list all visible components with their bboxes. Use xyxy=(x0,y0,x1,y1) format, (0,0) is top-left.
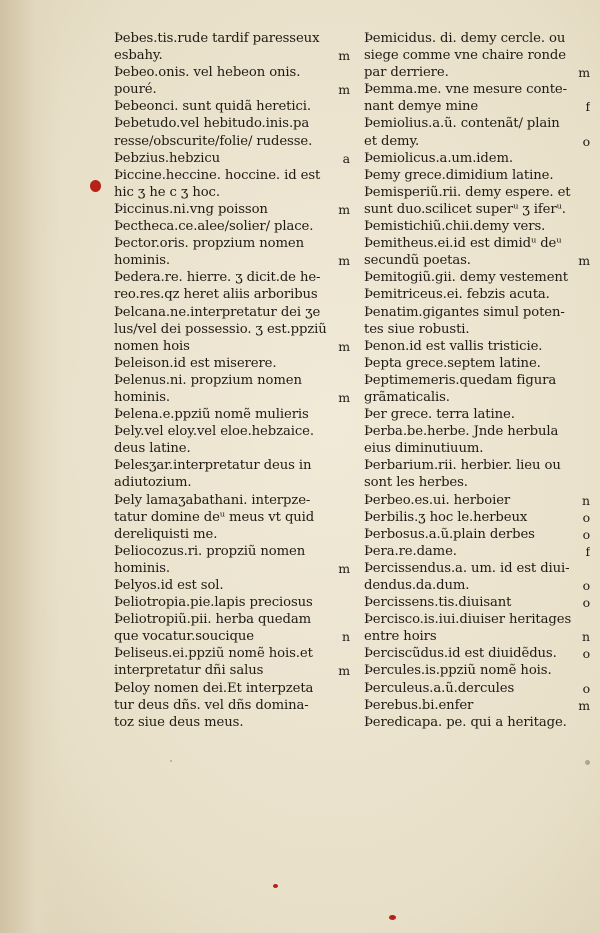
paper-speck xyxy=(585,760,590,765)
text-line xyxy=(364,98,590,115)
text-line xyxy=(114,338,350,355)
text-line xyxy=(364,269,590,286)
line-text: Þemitriceus.ei. febzis acuta. xyxy=(364,287,550,303)
text-line xyxy=(364,372,590,389)
text-line xyxy=(364,81,590,98)
text-line xyxy=(114,680,350,697)
line-text: Þebeo.onis. vel hebeon onis. xyxy=(114,65,301,81)
gender-mark: m xyxy=(578,697,590,713)
text-line xyxy=(114,184,350,201)
text-line xyxy=(114,201,350,218)
text-line xyxy=(364,543,590,560)
text-line xyxy=(114,526,350,543)
gender-mark: m xyxy=(338,201,350,217)
line-text: Þerculeus.a.ũ.dercules xyxy=(364,680,515,696)
right-column xyxy=(364,30,590,731)
line-text: Þely.vel eloy.vel eloe.hebzaice. xyxy=(114,424,314,440)
text-line xyxy=(364,30,590,47)
text-line xyxy=(114,543,350,560)
line-text: reo.res.qz heret aliis arboribus xyxy=(114,287,318,303)
text-line xyxy=(364,611,590,628)
text-line xyxy=(364,321,590,338)
line-text: nomen hois xyxy=(114,338,190,354)
gender-mark: f xyxy=(585,543,590,559)
line-text: Þercissendus.a. um. id est diui- xyxy=(364,560,570,576)
line-text: interpretatur dñi salus xyxy=(114,663,264,679)
line-text: Þeleison.id est miserere. xyxy=(114,355,277,371)
line-text: Þeliseus.ei.ppziũ nomẽ hois.et xyxy=(114,646,313,662)
text-line xyxy=(114,321,350,338)
red-ink-speck xyxy=(389,915,396,920)
gender-mark: o xyxy=(582,509,590,525)
text-line xyxy=(114,235,350,252)
text-line xyxy=(364,389,590,406)
line-text: Þemisperiũ.rii. demy espere. et xyxy=(364,184,571,200)
line-text: adiutozium. xyxy=(114,475,192,491)
text-line xyxy=(114,355,350,372)
text-line xyxy=(114,133,350,150)
text-line xyxy=(364,474,590,491)
text-line xyxy=(364,526,590,543)
line-text: Þercissens.tis.diuisant xyxy=(364,595,512,611)
line-text: Þectheca.ce.alee/solier/ place. xyxy=(114,219,314,235)
line-text: esbahy. xyxy=(114,48,163,64)
line-text: Þedera.re. hierre. ʒ dicit.de he- xyxy=(114,270,321,286)
line-text: et demy. xyxy=(364,133,420,149)
text-line xyxy=(114,492,350,509)
text-line xyxy=(114,304,350,321)
gender-mark: o xyxy=(582,595,590,611)
gender-mark: m xyxy=(338,48,350,64)
text-line xyxy=(114,30,350,47)
line-text: hic ʒ he c ʒ hoc. xyxy=(114,184,220,200)
text-line xyxy=(114,560,350,577)
line-text: Þemitheus.ei.id est dimidᵘ deᵘ xyxy=(364,236,562,252)
line-text: tur deus dñs. vel dñs domina- xyxy=(114,697,309,713)
line-text: dereliquisti me. xyxy=(114,526,218,542)
line-text: Þelesʒar.interpretatur deus in xyxy=(114,458,312,474)
line-text: Þer grece. terra latine. xyxy=(364,407,515,423)
line-text: sont les herbes. xyxy=(364,475,468,491)
line-text: sunt duo.scilicet superᵘ ʒ iferᵘ. xyxy=(364,201,566,217)
text-line xyxy=(114,286,350,303)
gender-mark: o xyxy=(582,133,590,149)
text-line xyxy=(114,645,350,662)
line-text: Þector.oris. propzium nomen xyxy=(114,236,305,252)
line-text: nant demye mine xyxy=(364,99,479,115)
line-text: Þemitogiũ.gii. demy vestement xyxy=(364,270,569,286)
line-text: Þenon.id est vallis tristicie. xyxy=(364,338,543,354)
text-line xyxy=(364,560,590,577)
line-text: dendus.da.dum. xyxy=(364,578,470,593)
line-text: Þebzius.hebzicu xyxy=(114,150,221,166)
page-gutter xyxy=(0,0,60,933)
line-text: Þera.re.dame. xyxy=(364,543,457,559)
text-line xyxy=(364,64,590,81)
line-text: Þemiolius.a.ũ. contenãt/ plain xyxy=(364,116,560,132)
line-text: Þepta grece.septem latine. xyxy=(364,355,541,371)
line-text: Þerbilis.ʒ hoc le.herbeux xyxy=(364,509,528,525)
gender-mark: m xyxy=(578,253,590,269)
line-text: Þelena.e.ppziũ nomẽ mulieris xyxy=(114,407,309,423)
text-line xyxy=(114,167,350,184)
text-line xyxy=(114,714,350,731)
line-text: resse/obscurite/folie/ rudesse. xyxy=(114,133,313,149)
text-line xyxy=(364,338,590,355)
left-column xyxy=(114,30,350,731)
text-line xyxy=(114,389,350,406)
gender-mark: o xyxy=(582,526,590,542)
line-text: secundũ poetas. xyxy=(364,253,471,269)
text-line xyxy=(114,457,350,474)
text-line xyxy=(364,150,590,167)
text-line xyxy=(364,355,590,372)
paper-speck xyxy=(170,760,172,762)
text-line xyxy=(364,594,590,611)
line-text: Þiccinus.ni.vng poisson xyxy=(114,201,268,217)
text-line xyxy=(114,662,350,679)
gender-mark: m xyxy=(338,253,350,269)
gender-mark: n xyxy=(342,629,350,645)
line-text: Þeloy nomen dei.Et interpzeta xyxy=(114,680,314,696)
text-line xyxy=(114,150,350,167)
line-text: hominis. xyxy=(114,560,171,576)
line-text: Þeliotropia.pie.lapis preciosus xyxy=(114,595,313,611)
gender-mark: m xyxy=(338,560,350,576)
text-line xyxy=(114,577,350,594)
line-text: Þerbeo.es.ui. herboier xyxy=(364,492,511,508)
line-text: Þelyos.id est sol. xyxy=(114,578,224,593)
line-text: Þercules.is.ppziũ nomẽ hois. xyxy=(364,663,552,679)
text-line xyxy=(364,167,590,184)
line-text: deus latine. xyxy=(114,441,191,457)
line-text: Þercisco.is.iui.diuiser heritages xyxy=(364,612,572,628)
text-line xyxy=(364,218,590,235)
text-line xyxy=(364,662,590,679)
line-text: Þemistichiũ.chii.demy vers. xyxy=(364,219,546,235)
text-line xyxy=(114,509,350,526)
line-text: Þenatim.gigantes simul poten- xyxy=(364,304,565,320)
text-line xyxy=(364,457,590,474)
line-text: hominis. xyxy=(114,389,171,405)
line-text: que vocatur.soucique xyxy=(114,629,254,645)
line-text: Þebes.tis.rude tardif paresseux xyxy=(114,31,320,46)
text-line xyxy=(364,286,590,303)
line-text: tes siue robusti. xyxy=(364,321,470,337)
line-text: Þemicidus. di. demy cercle. ou xyxy=(364,31,566,46)
text-line xyxy=(114,474,350,491)
text-line xyxy=(114,440,350,457)
line-text: Þemiolicus.a.um.idem. xyxy=(364,150,513,166)
line-text: Þely lamaʒabathani. interpze- xyxy=(114,492,311,508)
line-text: eius diminutiuum. xyxy=(364,441,484,457)
line-text: siege comme vne chaire ronde xyxy=(364,48,566,64)
line-text: grãmaticalis. xyxy=(364,389,450,405)
text-line xyxy=(114,252,350,269)
text-line xyxy=(364,509,590,526)
red-ink-speck xyxy=(273,884,278,888)
line-text: entre hoirs xyxy=(364,629,437,645)
text-line xyxy=(114,594,350,611)
line-text: Þemma.me. vne mesure conte- xyxy=(364,82,567,98)
line-text: Þerba.be.herbe. Jnde herbula xyxy=(364,424,559,440)
line-text: Þebeonci. sunt quidã heretici. xyxy=(114,99,311,115)
line-text: Þerebus.bi.enfer xyxy=(364,697,474,713)
text-line xyxy=(364,235,590,252)
text-line xyxy=(364,115,590,132)
text-line xyxy=(364,252,590,269)
text-line xyxy=(114,81,350,98)
gender-mark: a xyxy=(342,150,350,166)
text-line xyxy=(114,628,350,645)
line-text: Þelcana.ne.interpretatur dei ʒe xyxy=(114,304,321,320)
text-line xyxy=(364,628,590,645)
line-text: Þiccine.heccine. hoccine. id est xyxy=(114,167,321,183)
text-line xyxy=(114,47,350,64)
line-text: pouré. xyxy=(114,82,157,98)
line-text: Þerbarium.rii. herbier. lieu ou xyxy=(364,458,561,474)
text-line xyxy=(114,697,350,714)
line-text: Þeliotropiũ.pii. herba quedam xyxy=(114,612,311,628)
gender-mark: o xyxy=(582,646,590,662)
text-line xyxy=(364,645,590,662)
text-line xyxy=(364,133,590,150)
text-line xyxy=(364,492,590,509)
text-line xyxy=(114,372,350,389)
text-line xyxy=(364,47,590,64)
text-line xyxy=(364,697,590,714)
line-text: Þeredicapa. pe. qui a heritage. xyxy=(364,714,567,730)
text-line xyxy=(114,611,350,628)
gender-mark: f xyxy=(585,99,590,115)
gender-mark: m xyxy=(338,663,350,679)
line-text: tatur domine deᵘ meus vt quid xyxy=(114,509,315,525)
text-line xyxy=(114,64,350,81)
gender-mark: m xyxy=(338,338,350,354)
text-line xyxy=(114,218,350,235)
line-text: hominis. xyxy=(114,253,171,269)
line-text: Þeptimemeris.quedam figura xyxy=(364,372,557,388)
text-line xyxy=(364,714,590,731)
red-ink-blot xyxy=(90,180,101,192)
gender-mark: o xyxy=(582,680,590,696)
text-line xyxy=(364,406,590,423)
line-text: Þerbosus.a.ũ.plain derbes xyxy=(364,526,535,542)
text-line xyxy=(364,680,590,697)
gender-mark: n xyxy=(582,492,590,508)
text-line xyxy=(364,184,590,201)
line-text: Þeliocozus.ri. propziũ nomen xyxy=(114,543,306,559)
text-line xyxy=(364,440,590,457)
line-text: lus/vel dei possessio. ʒ est.ppziũ xyxy=(114,321,327,337)
line-text: toz siue deus meus. xyxy=(114,714,244,730)
gender-mark: m xyxy=(578,65,590,81)
line-text: Þerciscũdus.id est diuidẽdus. xyxy=(364,646,557,662)
gender-mark: o xyxy=(582,578,590,593)
line-text: Þemy grece.dimidium latine. xyxy=(364,167,554,183)
text-line xyxy=(364,304,590,321)
line-text: Þebetudo.vel hebitudo.inis.pa xyxy=(114,116,310,132)
gender-mark: m xyxy=(338,82,350,98)
line-text: par derriere. xyxy=(364,65,449,81)
text-line xyxy=(114,423,350,440)
gender-mark: m xyxy=(338,389,350,405)
text-line xyxy=(114,269,350,286)
text-line xyxy=(114,406,350,423)
text-line xyxy=(114,98,350,115)
gender-mark: n xyxy=(582,629,590,645)
text-line xyxy=(364,577,590,594)
line-text: Þelenus.ni. propzium nomen xyxy=(114,372,302,388)
text-line xyxy=(364,423,590,440)
text-line xyxy=(114,115,350,132)
text-line xyxy=(364,201,590,218)
